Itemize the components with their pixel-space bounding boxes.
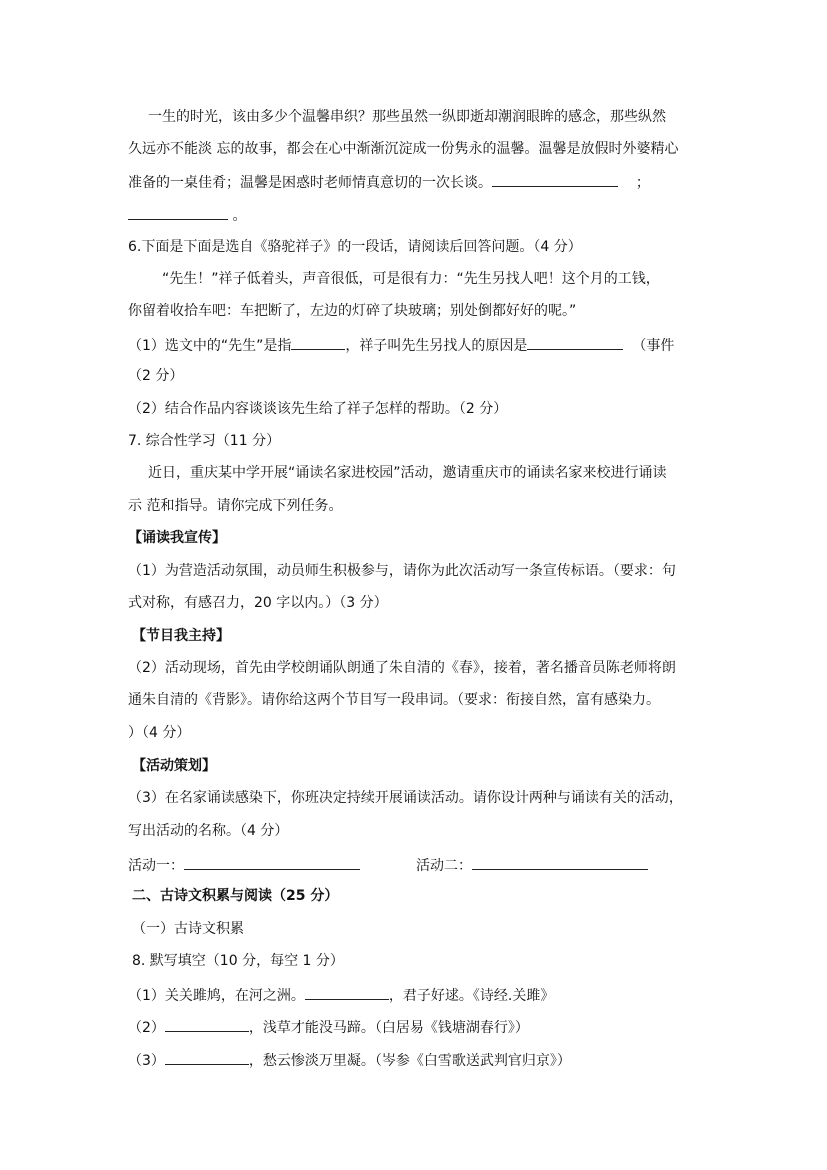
answer-blank[interactable] bbox=[291, 335, 345, 350]
activity-1 bbox=[128, 855, 360, 875]
part2-sub-heading: （一）古诗文积累 bbox=[132, 921, 244, 937]
activity-2-label: 活动二： bbox=[416, 858, 472, 874]
q6-sub1-score: （2 分） bbox=[128, 368, 184, 384]
answer-blank[interactable] bbox=[527, 335, 623, 350]
q7-task1-line-2: 式对称，有感召力，20 字以内。）（3 分） bbox=[128, 595, 388, 611]
q7-task2-line-3: ）（4 分） bbox=[128, 725, 191, 741]
q7-title: 7. 综合性学习（11 分） bbox=[128, 433, 281, 449]
q7-intro-line-1: 近日，重庆某中学开展“诵读名家进校园”活动，邀请重庆市的诵读名家来校进行诵读 bbox=[148, 465, 667, 481]
answer-blank[interactable] bbox=[165, 1017, 249, 1032]
q8-item-2-text-a: （2） bbox=[128, 1020, 165, 1036]
q8-item-3 bbox=[128, 1050, 571, 1070]
part2-heading: 二、古诗文积累与阅读（25 分） bbox=[132, 888, 339, 904]
q6-quote-line-1: “先生！”祥子低着头，声音很低，可是很有力：“先生另找人吧！这个月的工钱， bbox=[162, 271, 660, 287]
q6-sub2: （2）结合作品内容谈谈该先生给了祥子怎样的帮助。（2 分） bbox=[128, 401, 508, 417]
intro-line-4 bbox=[128, 205, 246, 225]
activity-1-label: 活动一： bbox=[128, 858, 184, 874]
section-heading-promote: 【诵读我宣传】 bbox=[128, 530, 226, 546]
q7-intro-line-2: 示 范和指导。请你完成下列任务。 bbox=[128, 498, 343, 514]
q7-task2-line-2: 通朱自清的《背影》。请你给这两个节目写一段串词。（要求：衔接自然，富有感染力。 bbox=[128, 692, 660, 708]
q6-sub1-text-a: （1）选文中的“先生”是指 bbox=[128, 338, 292, 354]
q8-item-3-text-a: （3） bbox=[128, 1053, 165, 1069]
q8-item-2-text-b: ，浅草才能没马蹄。（白居易《钱塘湖春行》） bbox=[248, 1020, 529, 1036]
intro-line-4-end: 。 bbox=[232, 208, 247, 224]
q6-title: 6.下面是下面是选自《骆驼祥子》的一段话，请阅读后回答问题。（4 分） bbox=[128, 239, 582, 255]
intro-line-3-text: 准备的一桌佳肴；温馨是困惑时老师情真意切的一次长谈。 bbox=[128, 175, 492, 191]
activity-1-blank[interactable] bbox=[184, 855, 360, 870]
q8-item-3-text-b: ，愁云惨淡万里凝。（岑参《白雪歌送武判官归京》） bbox=[248, 1053, 571, 1069]
q7-task1-line-1: （1）为营造活动氛围，动员师生积极参与，请你为此次活动写一条宣传标语。（要求：句 bbox=[128, 563, 676, 579]
section-heading-host: 【节目我主持】 bbox=[132, 628, 230, 644]
q6-sub1-text-b: ，祥子叫先生另找人的原因是 bbox=[345, 338, 528, 354]
q6-sub1 bbox=[128, 335, 674, 355]
q8-item-2 bbox=[128, 1017, 529, 1037]
q7-task2-line-1: （2）活动现场，首先由学校朗诵队朗通了朱自清的《春》，接着，著名播音员陈老师将朗 bbox=[128, 660, 676, 676]
section-heading-plan: 【活动策划】 bbox=[132, 758, 216, 774]
answer-blank[interactable] bbox=[128, 205, 228, 220]
activity-2 bbox=[416, 855, 648, 875]
q6-quote-line-2: 你留着收拾车吧：车把断了，左边的灯碎了块玻璃；别处倒都好好的呢。” bbox=[128, 303, 577, 319]
answer-blank[interactable] bbox=[305, 985, 389, 1000]
answer-blank[interactable] bbox=[165, 1050, 249, 1065]
q7-task3-line-1: （3）在名家诵读感染下，你班决定持续开展诵读活动。请你设计两种与诵读有关的活动， bbox=[128, 790, 683, 806]
q7-task3-line-2: 写出活动的名称。（4 分） bbox=[128, 823, 289, 839]
q6-sub1-text-c: （事件 bbox=[632, 338, 675, 354]
q8-item-1-text-a: （1）关关雎鸠，在河之洲。 bbox=[128, 988, 305, 1004]
intro-line-1: 一生的时光，该由多少个温馨串织？那些虽然一纵即逝却潮润眼眸的感念，那些纵然 bbox=[148, 109, 666, 125]
q8-item-1-text-b: ，君子好逑。《诗经.关雎》 bbox=[388, 988, 555, 1004]
intro-line-3 bbox=[128, 172, 650, 192]
q8-item-1 bbox=[128, 985, 554, 1005]
activity-2-blank[interactable] bbox=[472, 855, 648, 870]
intro-line-3-end: ； bbox=[635, 175, 650, 191]
answer-blank[interactable] bbox=[492, 172, 618, 187]
intro-line-2: 久远亦不能淡 忘的故事，都会在心中渐渐沉淀成一份隽永的温馨。温馨是放假时外婆精心 bbox=[128, 141, 679, 157]
q8-title: 8. 默写填空（10 分，每空 1 分） bbox=[132, 953, 344, 969]
